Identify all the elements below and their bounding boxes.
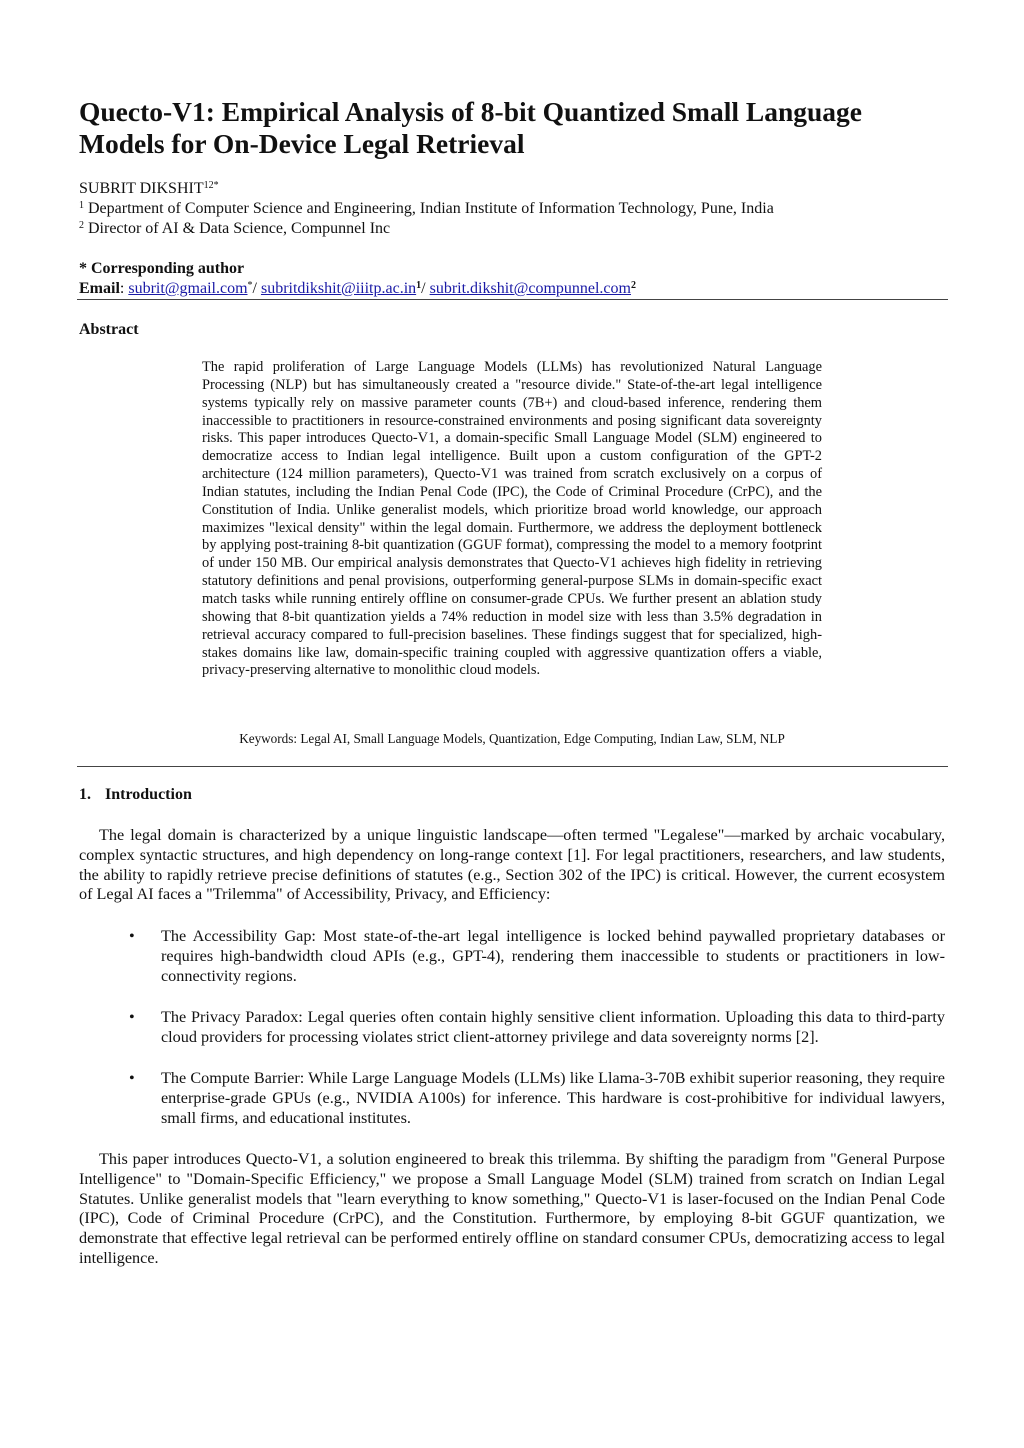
bullet-text: The Privacy Paradox: Legal queries often contain highly sensitive client information. Uploading this data to third-party cloud providers for processing violates strict client-attorney privilege and data sovereignty norms [2]. — [161, 1008, 945, 1046]
author-name — [79, 179, 774, 199]
bullet-icon: • — [129, 1008, 135, 1026]
bullet-text: The Accessibility Gap: Most state-of-the-art legal intelligence is locked behind paywalled proprietary databases or requires high-bandwidth cloud APIs (e.g., GPT-4), rendering them inaccessible to students or practitioners in low-connectivity regions. — [161, 927, 945, 985]
affil-text: Department of Computer Science and Engineering, Indian Institute of Information Technology, Pune, India — [88, 200, 774, 217]
paper-title — [79, 96, 862, 160]
bullet-icon: • — [129, 927, 135, 945]
title-line: Models for On-Device Legal Retrieval — [79, 128, 525, 159]
email-link-iiitp[interactable]: subritdikshit@iiitp.ac.in — [260, 280, 417, 297]
author-block — [79, 179, 774, 299]
bullet-item — [79, 1069, 945, 1128]
email-link-compunnel[interactable]: subrit.dikshit@compunnel.com — [429, 280, 631, 297]
affil-num: 2 — [79, 220, 84, 231]
abstract-text: The rapid proliferation of Large Language Models (LLMs) has revolutionized Natural Language Processing (NLP) but has simultaneously created a "resource divide." State-of-the-art legal intelligence systems typically rely on massive parameter counts (7B+) and cloud-based inference, rendering them inaccessible to practitioners in resource-constrained environments and posing significant data sovereignty risks. This paper introduces Quecto-V1, a domain-specific Small Language Model (SLM) engineered to democratize access to Indian legal intelligence. Built upon a custom configuration of the GPT-2 architecture (124 million parameters), Quecto-V1 was trained from scratch exclusively on a corpus of Indian statutes, including the Indian Penal Code (IPC), the Code of Criminal Procedure (CrPC), and the Constitution of India. Unlike generalist models, which prioritize broad world knowledge, our approach maximizes "lexical density" within the legal domain. Furthermore, we address the deployment bottleneck by applying post-training 8-bit quantization (GGUF format), compressing the model to a memory footprint of under 150 MB. Our empirical analysis demonstrates that Quecto-V1 achieves high fidelity in retrieving statutory definitions and penal provisions, outperforming general-purpose SLMs in domain-specific exact match tasks while running entirely offline on consumer-grade CPUs. We further present an ablation study showing that 8-bit quantization yields a 74% reduction in model size with less than 3.5% degradation in retrieval accuracy compared to full-precision baselines. These findings suggest that for specialized, high-stakes domains like law, domain-specific training coupled with aggressive quantization offers a viable, privacy-preserving alternative to monolithic cloud models. — [202, 359, 822, 679]
corresponding-author-label: * Corresponding author — [79, 260, 245, 277]
header-divider — [77, 299, 948, 300]
email-link-gmail[interactable]: subrit@gmail.com — [128, 280, 248, 297]
email-mark: * — [247, 280, 253, 291]
bullet-item — [79, 1008, 945, 1048]
abstract-heading: Abstract — [79, 321, 139, 338]
intro-paragraph-1: The legal domain is characterized by a unique linguistic landscape—often termed "Legalese"—marked by archaic vocabulary, complex syntactic structures, and high dependency on long-range context [1]. For legal practitioners, researchers, and law students, the ability to rapidly retrieve precise definitions of statutes (e.g., Section 302 of the IPC) is critical. However, the current ecosystem of Legal AI faces a "Trilemma" of Accessibility, Privacy, and Efficiency: — [79, 826, 945, 904]
section-heading-introduction — [79, 786, 192, 804]
intro-paragraph-2: This paper introduces Quecto-V1, a solution engineered to break this trilemma. By shifting the paradigm from "General Purpose Intelligence" to "Domain-Specific Efficiency," we propose a Small Language Model (SLM) trained from scratch on Indian Legal Statutes. Unlike generalist models that "learn everything to know something," Quecto-V1 is laser-focused on the Indian Penal Code (IPC), Code of Criminal Procedure (CrPC), and the Constitution. Furthermore, by employing 8-bit GGUF quantization, we demonstrate that effective legal retrieval can be performed entirely offline on standard consumer CPUs, democratizing access to legal intelligence. — [79, 1150, 945, 1267]
title-line: Quecto-V1: Empirical Analysis of 8-bit Quantized Small Language — [79, 96, 863, 127]
email-slash: / — [421, 280, 430, 297]
affiliation-1 — [79, 199, 774, 219]
email-line — [79, 279, 774, 299]
bullet-text: The Compute Barrier: While Large Language Models (LLMs) like Llama-3-70B exhibit superior reasoning, they require enterprise-grade GPUs (e.g., NVIDIA A100s) for inference. This hardware is cost-prohibitive for individual lawyers, small firms, and educational institutes. — [161, 1069, 945, 1127]
keywords: Keywords: Legal AI, Small Language Models, Quantization, Edge Computing, Indian Law, SLM, NLP — [239, 731, 785, 746]
section-title: Introduction — [105, 786, 192, 803]
affil-num: 1 — [79, 200, 84, 211]
email-mark: 2 — [630, 280, 636, 291]
affiliation-2 — [79, 219, 774, 239]
email-mark: 1 — [416, 280, 422, 291]
section-number: 1. — [79, 786, 91, 803]
bullet-item — [79, 927, 945, 986]
author-marks: 12* — [203, 180, 219, 191]
email-sep: : — [119, 280, 129, 297]
email-label: Email — [79, 280, 120, 297]
author-name-text: SUBRIT DIKSHIT — [79, 180, 204, 197]
bullet-icon: • — [129, 1069, 135, 1087]
affil-text: Director of AI & Data Science, Compunnel Inc — [88, 220, 391, 237]
abstract-divider — [77, 766, 948, 767]
email-slash: / — [252, 280, 261, 297]
